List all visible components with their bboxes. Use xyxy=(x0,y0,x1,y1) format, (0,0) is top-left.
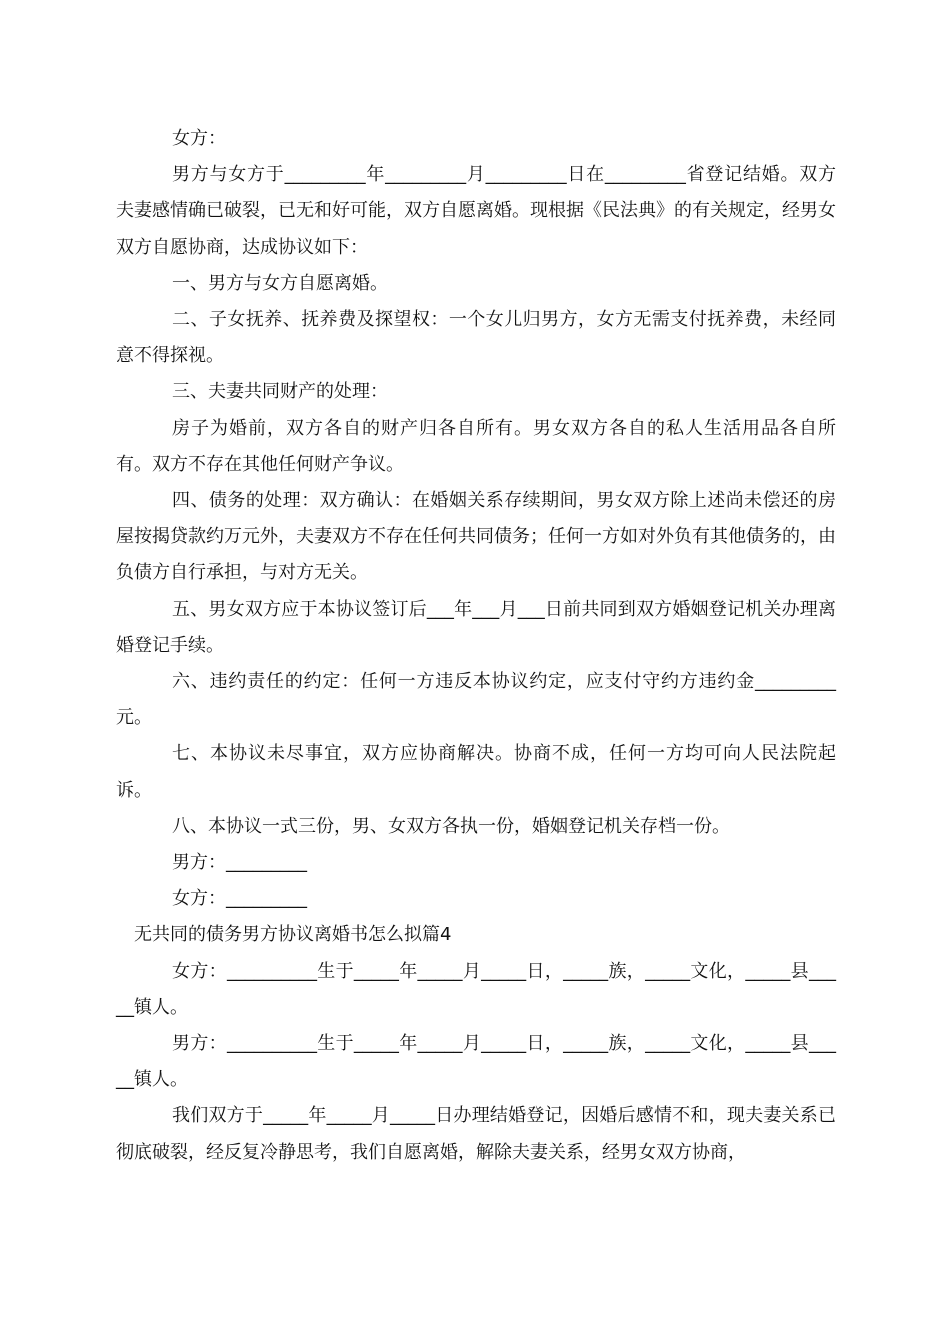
party-female-info: 女方：__________生于_____年_____月_____日，_____族，_____文化，_____县_____镇人。 xyxy=(116,960,836,1018)
signature-female: 女方：_________ xyxy=(172,888,307,910)
paragraph-agreement-intro: 我们双方于_____年_____月_____日办理结婚登记，因婚后感情不和，现夫妻关系已彻底破裂，经反复冷静思考，我们自愿离婚，解除夫妻关系，经男女双方协商， xyxy=(116,1105,836,1163)
clause-3-detail: 房子为婚前，双方各自的财产归各自所有。男女双方各自的私人生活用品各自所有。双方不存在其他任何财产争议。 xyxy=(116,417,836,475)
section-heading: 无共同的债务男方协议离婚书怎么拟篇4 xyxy=(134,924,452,946)
clause-4: 四、债务的处理：双方确认：在婚姻关系存续期间，男女双方除上述尚未偿还的房屋按揭贷款约万元外，夫妻双方不存在任何共同债务；任何一方如对外负有其他债务的，由负债方自行承担，与对方无关。 xyxy=(116,490,836,584)
party-male-info: 男方：__________生于_____年_____月_____日，_____族，_____文化，_____县_____镇人。 xyxy=(116,1033,836,1091)
clause-7: 七、本协议未尽事宜，双方应协商解决。协商不成，任何一方均可向人民法院起诉。 xyxy=(116,743,836,801)
clause-1: 一、男方与女方自愿离婚。 xyxy=(172,272,388,294)
party-female-label: 女方： xyxy=(172,128,226,149)
clause-6: 六、违约责任的约定：任何一方违反本协议约定，应支付守约方违约金_________元。 xyxy=(116,671,836,729)
clause-3: 三、夫妻共同财产的处理： xyxy=(172,381,388,403)
document-body xyxy=(116,121,836,1171)
clause-2: 二、子女抚养、抚养费及探望权：一个女儿归男方，女方无需支付抚养费，未经同意不得探视。 xyxy=(116,309,836,367)
signature-male: 男方：_________ xyxy=(172,852,307,874)
clause-8: 八、本协议一式三份，男、女双方各执一份，婚姻登记机关存档一份。 xyxy=(172,815,730,837)
clause-5: 五、男女双方应于本协议签订后___年___月___日前共同到双方婚姻登记机关办理离婚登记手续。 xyxy=(116,598,836,656)
paragraph-marriage-registration: 男方与女方于_________年_________月_________日在_________省登记结婚。双方夫妻感情确已破裂，已无和好可能，双方自愿离婚。现根据《民法典》的有关规定，经男女双方自愿协商，达成协议如下： xyxy=(116,164,836,258)
